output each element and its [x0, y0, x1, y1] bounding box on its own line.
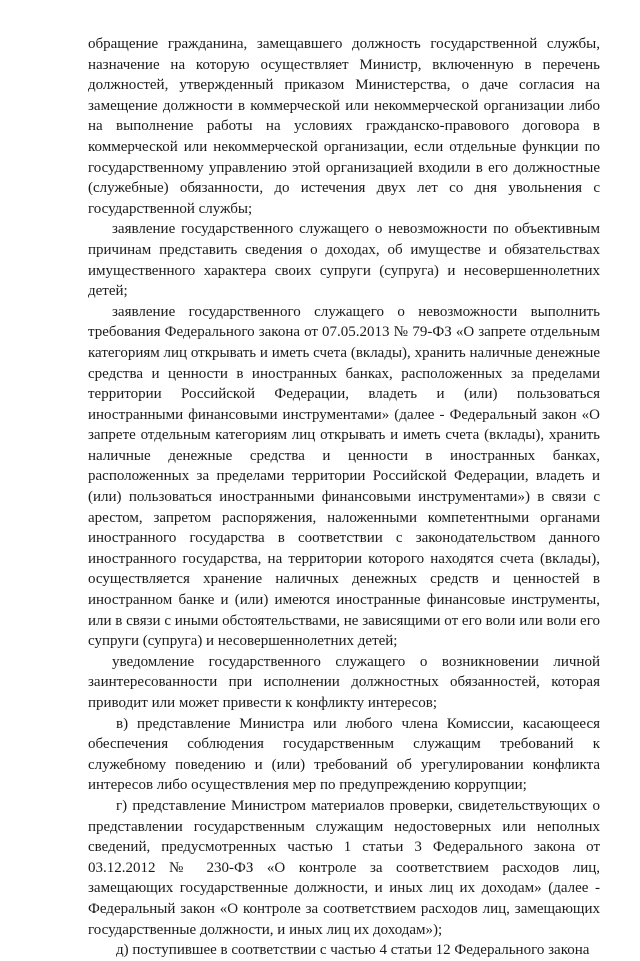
paragraph-statement-income-impossibility: заявление государственного служащего о невозможности по объективным причинам представить сведения о доходах, об имуществе и обязательствах имущественного характера своих супруги (супруга) и несовершеннолетних детей; — [88, 221, 600, 300]
document-page — [88, 34, 600, 961]
paragraph-item-d: д) поступившее в соответствии с частью 4 статьи 12 Федерального закона — [116, 942, 590, 959]
paragraph-appeal-former-official: обращение гражданина, замещавшего должность государственной службы, назначение на которую осуществляет Министр, включенную в перечень должностей, утвержденный приказом Министерства, о даче согласия на замещение должности в коммерческой или некоммерческой организации либо на выполнение работы на условиях гражданско-правового договора в коммерческой или некоммерческой организации, если отдельные функции по государственному управлению этой организацией входили в его должностные (служебные) обязанности, до истечения двух лет со дня увольнения с государственной службы; — [88, 36, 600, 217]
paragraph-statement-foreign-accounts: заявление государственного служащего о невозможности выполнить требования Федерального закона от 07.05.2013 № 79-ФЗ «О запрете отдельным категориям лиц открывать и иметь счета (вклады), хранить наличные денежные средства и ценности в иностранных банках, расположенных за пределами территории Российской Федерации, владеть и (или) пользоваться иностранными финансовыми инструментами» (далее - Федеральный закон «О запрете отдельным категориям лиц открывать и иметь счета (вклады), хранить наличные денежные средства и ценности в иностранных банках, расположенных за пределами территории Российской Федерации, владеть и (или) пользоваться иностранными финансовыми инструментами») в связи с арестом, запретом распоряжения, наложенными компетентными органами иностранного государства в соответствии с законодательством данного иностранного государства, на территории которого находятся счета (вклады), осуществляется хранение наличных денежных средств и ценностей в иностранном банке и (или) имеются иностранные финансовые инструменты, или в связи с иными обстоятельствами, не зависящими от его воли или воли его супруги (супруга) и несовершеннолетних детей; — [88, 303, 600, 650]
paragraph-notice-conflict-of-interest: уведомление государственного служащего о возникновении личной заинтересованности при исполнении должностных обязанностей, которая приводит или может привести к конфликту интересов; — [88, 653, 600, 711]
paragraph-item-g: г) представление Министром материалов проверки, свидетельствующих о представлении государственным служащим недостоверных или неполных сведений, предусмотренных частью 1 статьи 3 Федерального закона от 03.12.2012 № 230-ФЗ «О контроле за соответствием расходов лиц, замещающих государственные должности, и иных лиц их доходам» (далее - Федеральный закон «О контроле за соответствием расходов лиц, замещающих государственные должности, и иных лиц их доходам»); — [88, 797, 600, 938]
paragraph-item-v: в) представление Министра или любого члена Комиссии, касающееся обеспечения соблюдения государственным служащим требований к служебному поведению и (или) требований об урегулировании конфликта интересов либо осуществления мер по предупреждению коррупции; — [88, 715, 600, 794]
